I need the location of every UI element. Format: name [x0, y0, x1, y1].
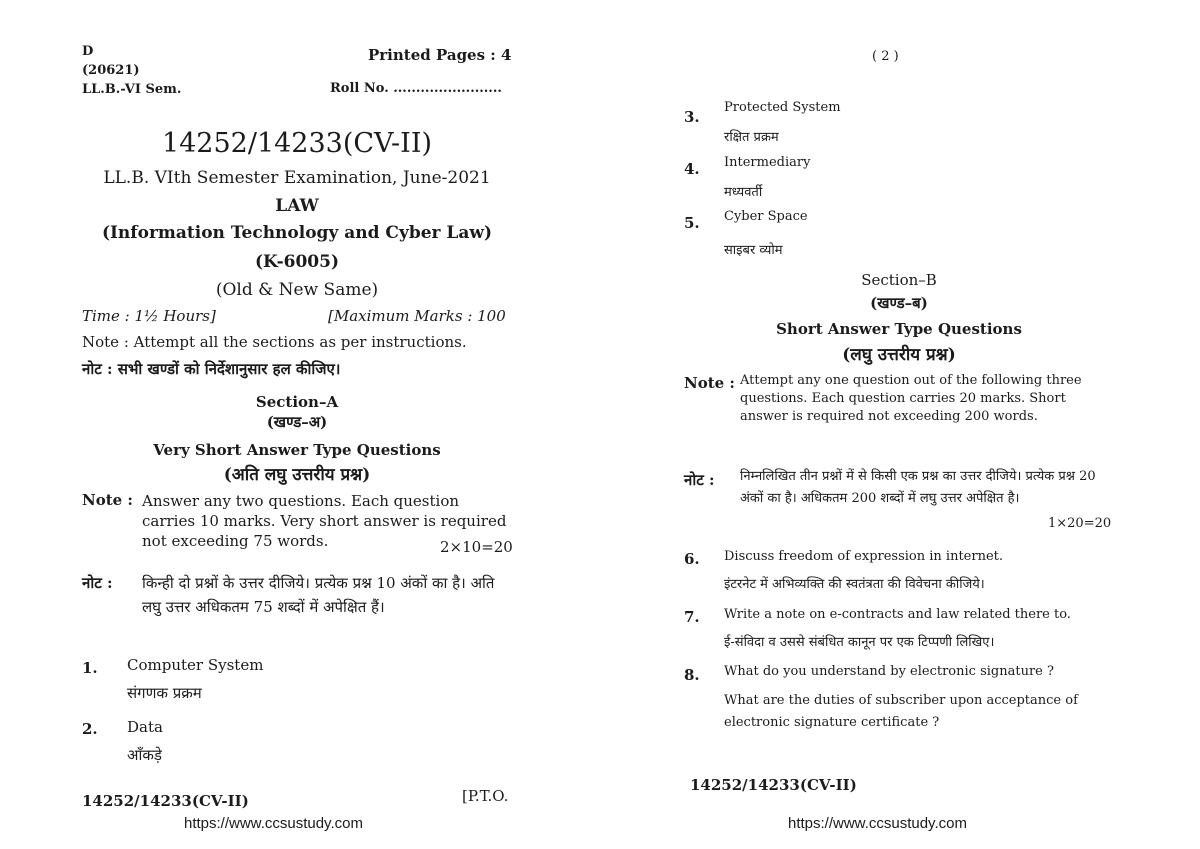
note-b-hindi-label: नोट :	[684, 471, 715, 489]
note-b-text: Attempt any one question out of the following three questions. Each question carries 20 marks. Short answer is required not exceeding 200 words.	[740, 373, 1082, 424]
pto-label: [P.T.O.	[462, 787, 509, 805]
paper-name: (Information Technology and Cyber Law)	[101, 223, 493, 243]
note-a-hindi-label: नोट :	[82, 574, 113, 592]
question-number: 3.	[684, 108, 700, 126]
question-english: Computer System	[127, 656, 264, 674]
note-english: Note : Attempt all the sections as per instructions.	[82, 333, 467, 351]
footer-url[interactable]: https://www.ccsustudy.com	[788, 815, 967, 832]
exam-code: D	[82, 44, 94, 59]
question-number: 8.	[684, 666, 700, 684]
question-number: 5.	[684, 214, 700, 232]
note-b-marks: 1×20=20	[1048, 516, 1112, 531]
question-number: 7.	[684, 608, 700, 626]
question-english: Write a note on e-contracts and law related there to.	[724, 607, 1071, 622]
time-label: Time : 1½ Hours]	[82, 307, 216, 325]
paper-number: (20621)	[82, 63, 140, 78]
note-b-label: Note :	[684, 374, 735, 392]
note-a-marks: 2×10=20	[440, 538, 513, 556]
page-number: ( 2 )	[872, 49, 899, 64]
roll-number: Roll No. ........................	[330, 81, 502, 96]
question-continuation: What are the duties of subscriber upon acceptance of electronic signature certificate ?	[724, 693, 1078, 730]
question-hindi: संगणक प्रक्रम	[127, 684, 202, 702]
section-b-heading: Section–B	[861, 271, 937, 289]
question-english: Discuss freedom of expression in internet.	[724, 549, 1004, 564]
max-marks: [Maximum Marks : 100	[328, 307, 506, 325]
question-hindi: आँकड़े	[127, 746, 162, 764]
question-hindi: इंटरनेट में अभिव्यक्ति की स्वतंत्रता की विवेचना कीजिये।	[724, 577, 985, 592]
section-a-heading: Section–A	[255, 393, 339, 411]
question-hindi: ई-संविदा व उससे संबंधित कानून पर एक टिप्पणी लिखिए।	[724, 635, 995, 650]
footer-paper-code: 14252/14233(CV-II)	[82, 792, 249, 810]
section-b-heading-hindi: (खण्ड–ब)	[870, 294, 928, 312]
scheme: (Old & New Same)	[215, 280, 379, 300]
question-number: 1.	[82, 659, 98, 677]
question-number: 2.	[82, 720, 98, 738]
sa-heading: Short Answer Type Questions	[776, 320, 1022, 338]
note-b-hindi-text: निम्नलिखित तीन प्रश्नों में से किसी एक प्रश्न का उत्तर दीजिये। प्रत्येक प्रश्न 20 अंकों का है। अधिकतम 200 शब्दों में लघु उत्तर अपेक्षित है।	[740, 469, 1096, 506]
sa-heading-hindi: (लघु उत्तरीय प्रश्न)	[842, 345, 956, 365]
question-hindi: रक्षित प्रक्रम	[724, 130, 779, 145]
question-english: Intermediary	[724, 155, 811, 170]
question-english: What do you understand by electronic signature ?	[724, 664, 1054, 679]
question-english: Data	[127, 718, 163, 736]
section-a-heading-hindi: (खण्ड–अ)	[266, 413, 328, 431]
exam-name: LL.B. VIth Semester Examination, June-2021	[103, 168, 491, 188]
printed-pages: Printed Pages : 4	[368, 46, 512, 64]
question-hindi: मध्यवर्ती	[724, 185, 763, 200]
note-hindi: नोट : सभी खण्डों को निर्देशानुसार हल कीजिए।	[82, 360, 341, 378]
note-a-label: Note :	[82, 491, 133, 509]
vsa-heading-hindi: (अति लघु उत्तरीय प्रश्न)	[223, 465, 371, 485]
vsa-heading: Very Short Answer Type Questions	[153, 441, 441, 459]
question-number: 4.	[684, 160, 700, 178]
footer-paper-code: 14252/14233(CV-II)	[690, 776, 857, 794]
question-number: 6.	[684, 550, 700, 568]
question-english: Cyber Space	[724, 209, 808, 224]
course-label: LL.B.-VI Sem.	[82, 82, 182, 97]
footer-url[interactable]: https://www.ccsustudy.com	[184, 815, 363, 832]
question-hindi: साइबर व्योम	[724, 243, 783, 258]
paper-code: (K-6005)	[255, 252, 339, 272]
question-english: Protected System	[724, 100, 841, 115]
note-a-text: Answer any two questions. Each question carries 10 marks. Very short answer is required not exceeding 75 words.	[142, 492, 507, 550]
note-a-hindi-text: किन्ही दो प्रश्नों के उत्तर दीजिये। प्रत्येक प्रश्न 10 अंकों का है। अति लघु उत्तर अधिकतम 75 शब्दों में अपेक्षित हैं।	[142, 574, 495, 616]
subject: LAW	[275, 196, 319, 216]
paper-title: 14252/14233(CV-II)	[161, 128, 433, 159]
